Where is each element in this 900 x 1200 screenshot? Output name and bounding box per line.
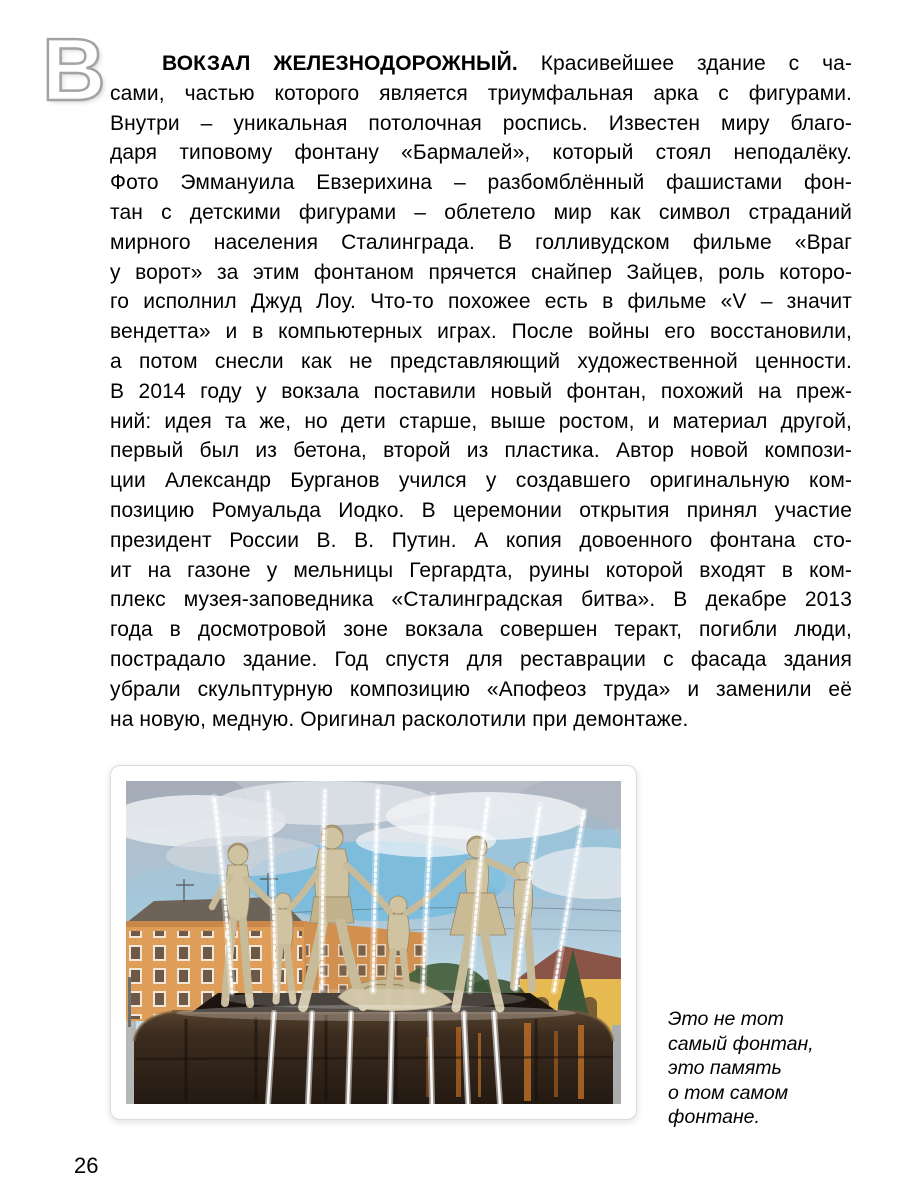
text-line: Внутри – уникальная потолочная роспись. Известен миру благо- (110, 111, 852, 135)
article-body-lines (110, 79, 852, 735)
text-line: мирного населения Сталинграда. В голливудском фильме «Враг (110, 230, 852, 254)
text-line: В 2014 году у вокзала поставили новый фонтан, похожий на преж- (110, 379, 852, 403)
text-line: самый фонтан, (668, 1032, 814, 1055)
text-line: на новую, медную. Оригинал расколотили при демонтаже. (110, 707, 689, 731)
article-title: ВОКЗАЛ ЖЕЛЕЗНОДОРОЖНЫЙ. (162, 52, 518, 75)
text-line: года в досмотровой зоне вокзала совершен теракт, погибли люди, (110, 618, 852, 642)
article-first-line-tail: Красивейшее здание с ча- (540, 52, 853, 75)
text-line: убрали скульптурную композицию «Апофеоз труда» и заменили её (110, 677, 852, 701)
text-line: первый был из бетона, второй из пластика. Автор новой компози- (110, 439, 852, 463)
text-line: сами, частью которого является триумфальная арка с фигурами. (110, 81, 852, 105)
margin-index-letter: В (42, 20, 106, 119)
text-line: ит на газоне у мельницы Гергардта, руины которой входят в ком- (110, 558, 852, 582)
figure-caption (668, 1007, 883, 1130)
figure-card (110, 765, 637, 1120)
text-line: Это не тот (668, 1008, 784, 1030)
text-line: это память (668, 1057, 782, 1080)
text-line: плекс музея-заповедника «Сталинградская битва». В декабре 2013 (110, 588, 852, 612)
fountain-photo-illustration (126, 781, 621, 1104)
text-line: пострадало здание. Год спустя для реставрации с фасада здания (110, 647, 852, 671)
text-line: го исполнил Джуд Лоу. Что-то похожее есть в фильме «V – значит (110, 290, 852, 314)
text-line: Фото Эммануила Евзерихина – разбомблённый фашистами фон- (110, 171, 852, 195)
text-line: вендетта» и в компьютерных играх. После войны его восстановили, (110, 320, 852, 344)
text-line: тан с детскими фигурами – облетело мир как символ страданий (110, 200, 852, 224)
text-line: у ворот» за этим фонтаном прячется снайпер Зайцев, роль которо- (110, 260, 852, 284)
text-line: о том самом (668, 1081, 789, 1104)
text-line: ний: идея та же, но дети старше, выше ростом, и материал другой, (110, 409, 852, 433)
text-line: позицию Ромуальда Иодко. В церемонии открытия принял участие (110, 498, 852, 522)
page-number: 26 (74, 1153, 99, 1178)
text-line: ции Александр Бурганов учился у создавшего оригинальную ком- (110, 469, 852, 493)
text-line: а потом снесли как не представляющий художественной ценности. (110, 349, 852, 373)
text-line: президент России В. В. Путин. А копия довоенного фонтана сто- (110, 528, 852, 552)
article-text (110, 49, 852, 734)
article-first-line (110, 49, 852, 79)
text-line: даря типовому фонтану «Бармалей», который стоял неподалёку. (110, 141, 852, 165)
text-line: фонтане. (668, 1106, 760, 1129)
